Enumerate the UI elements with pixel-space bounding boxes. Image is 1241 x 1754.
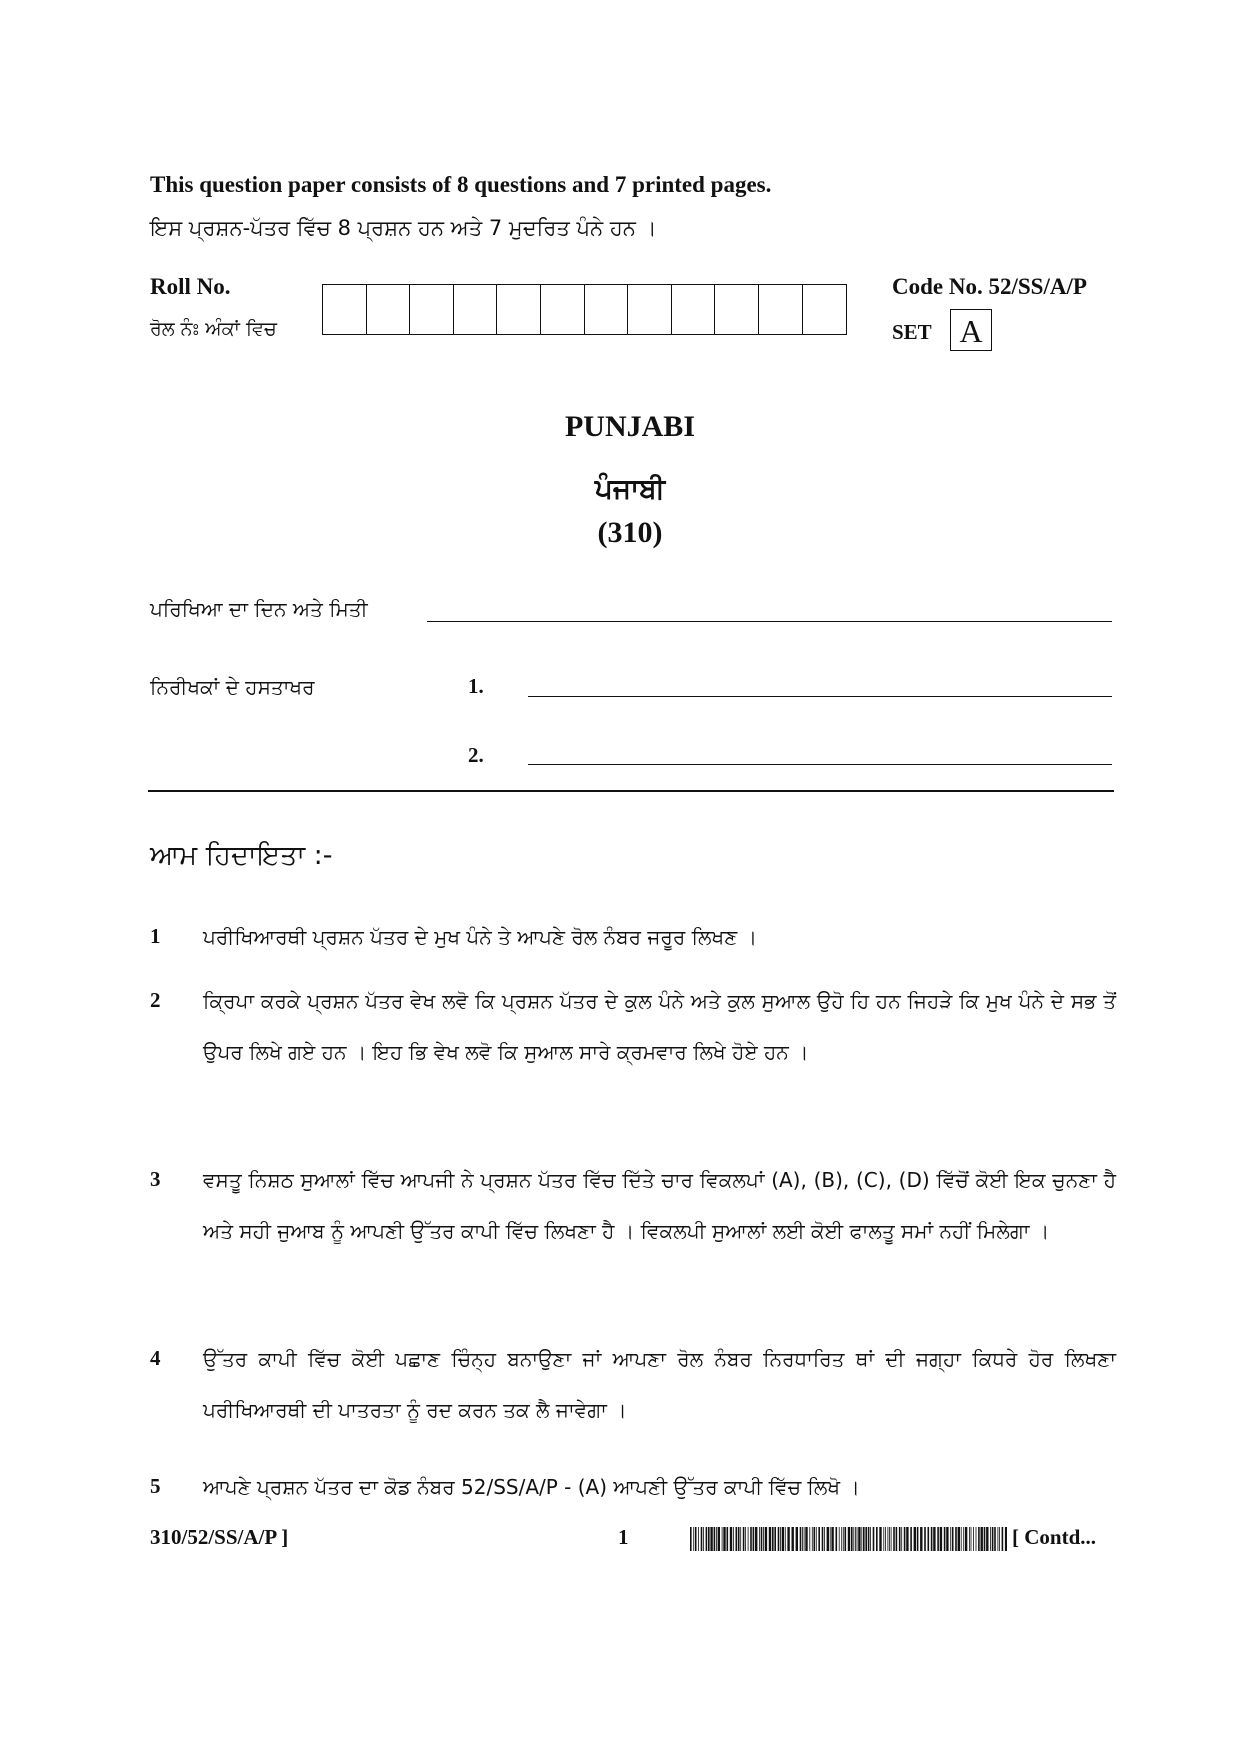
barcode-bar	[858, 1527, 860, 1551]
barcode-bar	[958, 1527, 960, 1551]
barcode-bar	[888, 1527, 889, 1551]
barcode-bar	[917, 1527, 919, 1551]
barcode-bar	[920, 1527, 922, 1551]
barcode-bar	[961, 1527, 962, 1551]
barcode-bar	[836, 1527, 838, 1551]
barcode-bar	[755, 1527, 757, 1551]
paper-info-punjabi: ਇਸ ਪ੍ਰਸ਼ਨ-ਪੱਤਰ ਵਿੱਚ 8 ਪ੍ਰਸ਼ਨ ਹਨ ਅਤੇ 7 ਮੁਦਰਿਤ ਪੰਨੇ ਹਨ ।	[150, 216, 657, 240]
barcode-bar	[827, 1527, 829, 1551]
barcode-bar	[703, 1527, 704, 1551]
roll-number-box[interactable]	[323, 285, 367, 334]
barcode-bar	[727, 1527, 729, 1551]
barcode-bar	[800, 1527, 802, 1551]
roll-number-box[interactable]	[410, 285, 454, 334]
barcode-bar	[812, 1527, 813, 1551]
section-divider	[148, 790, 1114, 792]
barcode-bar	[848, 1527, 850, 1551]
barcode-bar	[802, 1527, 803, 1551]
barcode-bar	[855, 1527, 856, 1551]
barcode-bar	[999, 1527, 1000, 1551]
barcode-bar	[693, 1527, 694, 1551]
roll-number-box[interactable]	[497, 285, 541, 334]
barcode-bar	[730, 1527, 732, 1551]
roll-number-box[interactable]	[454, 285, 498, 334]
barcode-bar	[910, 1527, 912, 1551]
barcode-bar	[809, 1527, 810, 1551]
barcode-bar	[845, 1527, 847, 1551]
instruction-text: ਕ੍ਰਿਪਾ ਕਰਕੇ ਪ੍ਰਸ਼ਨ ਪੱਤਰ ਵੇਖ ਲਵੋ ਕਿ ਪ੍ਰਸ਼ਨ ਪੱਤਰ ਦੇ ਕੁਲ ਪੰਨੇ ਅਤੇ ਕੁਲ ਸੁਆਲ ਉਹੋ ਹਿ ਹਨ ਜਿਹੜੇ ਕਿ ਮੁਖ ਪੰਨੇ ਦੇ ਸਭ ਤੋਂ ਉਪਰ ਲਿਖੇ ਗਏ ਹਨ । ਇਹ ਭਿ ਵੇਖ ਲਵੋ ਕਿ ਸੁਆਲ ਸਾਰੇ ਕ੍ਰਮਵਾਰ ਲਿਖੇ ਹੋਏ ਹਨ ।	[203, 989, 1116, 1064]
instruction-number: 1	[150, 924, 161, 948]
barcode-bar	[914, 1527, 916, 1551]
barcode-bar	[873, 1527, 875, 1551]
barcode-bar	[1002, 1527, 1004, 1551]
barcode-bar	[804, 1527, 805, 1551]
signature-number-1: 1.	[468, 674, 484, 698]
roll-number-box[interactable]	[803, 285, 847, 334]
barcode-bar	[952, 1527, 954, 1551]
barcode-bar	[818, 1527, 820, 1551]
barcode-bar	[940, 1527, 942, 1551]
barcode-bar	[763, 1527, 764, 1551]
barcode-bar	[883, 1527, 884, 1551]
barcode-bar	[792, 1527, 794, 1551]
signature-number-2: 2.	[468, 743, 484, 767]
barcode-bar	[780, 1527, 781, 1551]
continued-label: [ Contd...	[1012, 1525, 1097, 1549]
barcode-bar	[708, 1527, 710, 1551]
barcode-bar	[695, 1527, 697, 1551]
barcode-bar	[931, 1527, 933, 1551]
barcode-bar	[814, 1527, 816, 1551]
barcode-bar	[698, 1527, 699, 1551]
barcode-bar	[984, 1527, 986, 1551]
barcode-bar	[769, 1527, 771, 1551]
barcode-bar	[868, 1527, 870, 1551]
barcode-bar	[857, 1527, 858, 1551]
barcode-bar	[965, 1527, 967, 1551]
barcode-bar	[901, 1527, 902, 1551]
barcode-bar	[998, 1527, 999, 1551]
barcode-bar	[865, 1527, 867, 1551]
instructions-title: ਆਮ ਹਿਦਾਇਤਾ :-	[150, 840, 333, 871]
barcode-bar	[824, 1527, 825, 1551]
barcode-bar	[969, 1527, 970, 1551]
instruction-number: 5	[150, 1474, 161, 1498]
barcode-bar	[899, 1527, 901, 1551]
barcode-bar	[924, 1527, 926, 1551]
barcode-bar	[876, 1527, 878, 1551]
barcode-bar	[733, 1527, 734, 1551]
instruction-text: ਆਪਣੇ ਪ੍ਰਸ਼ਨ ਪੱਤਰ ਦਾ ਕੋਡ ਨੰਬਰ 52/SS/A/P - (A) ਆਪਣੀ ਉੱਤਰ ਕਾਪੀ ਵਿੱਚ ਲਿਖੋ ।	[203, 1475, 860, 1499]
barcode-bar	[759, 1527, 760, 1551]
barcode-bar	[796, 1527, 798, 1551]
barcode-bar	[738, 1527, 740, 1551]
barcode-bar	[843, 1527, 844, 1551]
barcode-bar	[944, 1527, 946, 1551]
barcode-bar	[765, 1527, 767, 1551]
footer-paper-code: 310/52/SS/A/P ]	[150, 1525, 289, 1549]
subject-title: PUNJABI	[564, 410, 695, 443]
barcode-bar	[723, 1527, 725, 1551]
barcode-bar	[805, 1527, 807, 1551]
barcode-bar	[978, 1527, 980, 1551]
barcode-bar	[822, 1527, 824, 1551]
roll-number-box[interactable]	[585, 285, 629, 334]
barcode-bar	[994, 1527, 996, 1551]
barcode-bar	[706, 1527, 708, 1551]
exam-date-label: ਪਰਿਖਿਆ ਦਾ ਦਿਨ ਅਤੇ ਮਿਤੀ	[150, 597, 368, 621]
barcode-bar	[1005, 1527, 1007, 1551]
barcode-bar	[772, 1527, 774, 1551]
barcode-bar	[690, 1527, 692, 1551]
barcode-bar	[990, 1527, 991, 1551]
barcode-bar	[710, 1527, 712, 1551]
signature-field-1[interactable]	[528, 696, 1112, 697]
roll-number-box[interactable]	[715, 285, 759, 334]
barcode-bar	[718, 1527, 720, 1551]
barcode-bar	[896, 1527, 898, 1551]
set-value-box: A	[950, 309, 992, 351]
page-number: 1	[618, 1525, 629, 1549]
barcode-bar	[753, 1527, 755, 1551]
barcode-bar	[906, 1527, 908, 1551]
invigilator-signature-label: ਨਿਰੀਖਕਾਂ ਦੇ ਹਸਤਾਖਰ	[150, 675, 315, 699]
barcode-bar	[861, 1527, 862, 1551]
subject-code: (310)	[597, 516, 663, 549]
code-number: Code No. 52/SS/A/P	[892, 274, 1087, 299]
barcode-bar	[870, 1527, 871, 1551]
barcode-bar	[992, 1527, 994, 1551]
barcode-bar	[879, 1527, 881, 1551]
barcode-bar	[904, 1527, 906, 1551]
barcode-bar	[863, 1527, 865, 1551]
barcode-bar	[774, 1527, 776, 1551]
barcode-bar	[785, 1527, 786, 1551]
roll-number-label-punjabi: ਰੋਲ ਨੰਃ ਅੰਕਾਂ ਵਿਚ	[150, 318, 277, 340]
exam-date-field[interactable]	[427, 621, 1112, 622]
roll-number-box[interactable]	[759, 285, 803, 334]
barcode-bar	[722, 1527, 723, 1551]
barcode-bar	[831, 1527, 833, 1551]
barcode-bar	[986, 1527, 988, 1551]
barcode-bar	[889, 1527, 890, 1551]
barcode-bar	[816, 1527, 817, 1551]
barcode-bar	[933, 1527, 935, 1551]
instruction-number: 2	[150, 988, 161, 1012]
paper-info-english: This question paper consists of 8 questions and 7 printed pages.	[150, 172, 772, 197]
barcode-bar	[891, 1527, 892, 1551]
barcode-bar	[893, 1527, 895, 1551]
set-label: SET	[892, 320, 932, 344]
barcode-bar	[750, 1527, 752, 1551]
barcode-bar	[963, 1527, 964, 1551]
barcode-bar	[830, 1527, 831, 1551]
barcode-bar	[981, 1527, 983, 1551]
barcode-bar	[787, 1527, 789, 1551]
barcode-bar	[761, 1527, 763, 1551]
roll-number-boxes[interactable]	[322, 284, 847, 335]
instruction-text: ਵਸਤੂ ਨਿਸ਼ਠ ਸੁਆਲਾਂ ਵਿੱਚ ਆਪਜੀ ਨੇ ਪ੍ਰਸ਼ਨ ਪੱਤਰ ਵਿੱਚ ਦਿੱਤੇ ਚਾਰ ਵਿਕਲਪਾਂ (A), (B), (C), (D) ਵਿੱਚੋਂ ਕੋਈ ਇਕ ਚੁਨਣਾ ਹੈ ਅਤੇ ਸਹੀ ਜੁਆਬ ਨੂੰ ਆਪਣੀ ਉੱਤਰ ਕਾਪੀ ਵਿੱਚ ਲਿਖਣਾ ਹੈ । ਵਿਕਲਪੀ ਸੁਆਲਾਂ ਲਈ ਕੋਈ ਫਾਲਤੂ ਸਮਾਂ ਨਹੀਂ ਮਿਲੇਗਾ ।	[203, 1168, 1116, 1243]
barcode-bar	[971, 1527, 972, 1551]
barcode-bar	[976, 1527, 977, 1551]
barcode-bar	[701, 1527, 703, 1551]
roll-number-label: Roll No.	[150, 274, 231, 299]
instruction-number: 3	[150, 1167, 161, 1191]
barcode-bar	[782, 1527, 784, 1551]
barcode-bar	[937, 1527, 939, 1551]
roll-number-box[interactable]	[672, 285, 716, 334]
barcode-bar	[885, 1527, 886, 1551]
barcode-bar	[740, 1527, 741, 1551]
instruction-number: 4	[150, 1346, 161, 1370]
subject-title-punjabi: ਪੰਜਾਬੀ	[594, 472, 666, 505]
barcode-bar	[714, 1527, 716, 1551]
roll-number-box[interactable]	[367, 285, 411, 334]
signature-field-2[interactable]	[528, 764, 1112, 765]
barcode-bar	[736, 1527, 738, 1551]
barcode-bar	[851, 1527, 853, 1551]
barcode-bar	[950, 1527, 951, 1551]
barcode-bar	[839, 1527, 840, 1551]
barcode-bar	[743, 1527, 745, 1551]
barcode-bar	[716, 1527, 717, 1551]
instruction-text: ਪਰੀਖਿਆਰਥੀ ਪ੍ਰਸ਼ਨ ਪੱਤਰ ਦੇ ਮੁਖ ਪੰਨੇ ਤੇ ਆਪਣੇ ਰੋਲ ਨੰਬਰ ਜਰੂਰ ਲਿਖਣ ।	[203, 925, 758, 949]
barcode-bar	[841, 1527, 842, 1551]
instruction-text: ਉੱਤਰ ਕਾਪੀ ਵਿੱਚ ਕੋਈ ਪਛਾਣ ਚਿੰਨ੍ਹ ਬਨਾਉਣਾ ਜਾਂ ਆਪਣਾ ਰੋਲ ਨੰਬਰ ਨਿਰਧਾਰਿਤ ਥਾਂ ਦੀ ਜਗ੍ਹਾ ਕਿਧਰੇ ਹੋਰ ਲਿਖਣਾ ਪਰੀਖਿਆਰਥੀ ਦੀ ਪਾਤਰਤਾ ਨੂੰ ਰਦ ਕਰਨ ਤਕ ਲੈ ਜਾਵੇਗਾ ।	[203, 1347, 1116, 1422]
barcode-bar	[946, 1527, 948, 1551]
barcode-bar	[778, 1527, 780, 1551]
roll-number-box[interactable]	[628, 285, 672, 334]
barcode-bar	[748, 1527, 749, 1551]
roll-number-box[interactable]	[541, 285, 585, 334]
barcode-bar	[955, 1527, 957, 1551]
barcode-bar	[853, 1527, 854, 1551]
barcode-bar	[928, 1527, 930, 1551]
barcode-bar	[973, 1527, 974, 1551]
barcode-bar	[745, 1527, 746, 1551]
barcode	[690, 1527, 1007, 1551]
